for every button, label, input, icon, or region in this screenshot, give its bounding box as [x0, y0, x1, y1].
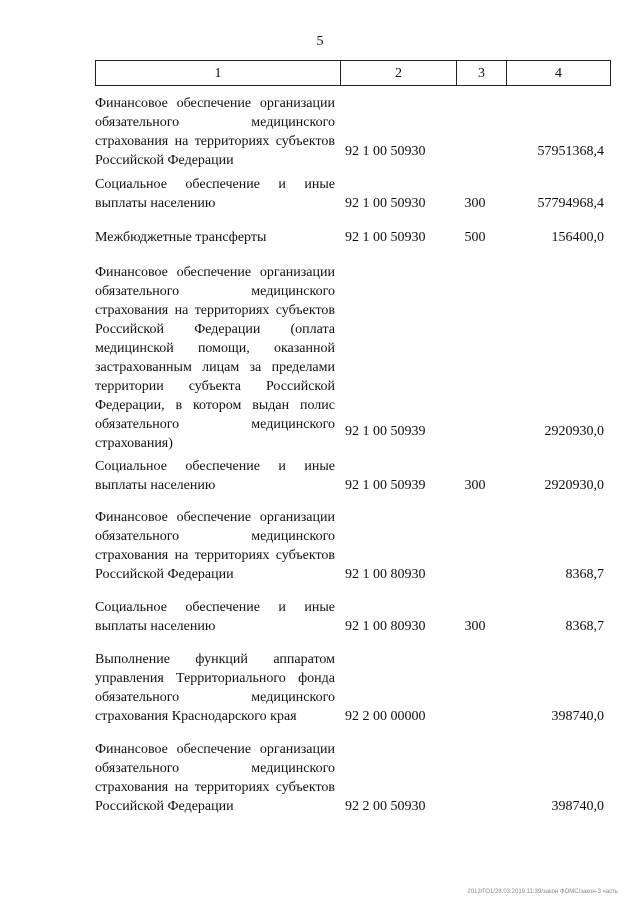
- row-name: Социальное обеспечение и иные выплаты населению: [95, 600, 335, 634]
- row-code: 92 1 00 50930: [345, 196, 426, 211]
- row-code: 92 1 00 50939: [345, 478, 426, 493]
- row-code: 92 1 00 50930: [345, 230, 426, 245]
- row-vr: 300: [464, 478, 486, 493]
- row-code: 92 1 00 80930: [345, 567, 426, 582]
- header-col-2: 2: [340, 60, 456, 86]
- row-name: Межбюджетные трансферты: [95, 230, 267, 245]
- row-code: 92 1 00 50939: [345, 424, 426, 439]
- row-code: 92 1 00 50930: [345, 144, 426, 159]
- row-code: 92 2 00 00000: [345, 709, 426, 724]
- row-name: Финансовое обеспечение организации обязательного медицинского страхования на территориях субъектов Российской Федерации: [95, 742, 335, 814]
- row-code: 92 2 00 50930: [345, 799, 426, 814]
- row-amount: 2920930,0: [544, 424, 604, 439]
- row-name: Социальное обеспечение и иные выплаты населению: [95, 177, 335, 211]
- row-amount: 398740,0: [551, 799, 604, 814]
- row-amount: 398740,0: [551, 709, 604, 724]
- row-vr: 300: [464, 619, 486, 634]
- row-code: 92 1 00 80930: [345, 619, 426, 634]
- row-amount: 57794968,4: [537, 196, 604, 211]
- row-amount: 57951368,4: [537, 144, 604, 159]
- row-name: Финансовое обеспечение организации обязательного медицинского страхования на территориях субъектов Российской Федерации (оплата медицинской помощи, оказанной застрахованным лицам за пределами территории субъекта Российской Федерации, в котором выдан полис обязательного медицинского страхования): [95, 265, 335, 451]
- row-vr: 300: [464, 196, 486, 211]
- row-amount: 8368,7: [565, 567, 604, 582]
- row-name: Финансовое обеспечение организации обязательного медицинского страхования на территориях субъектов Российской Федерации: [95, 510, 335, 582]
- row-amount: 8368,7: [565, 619, 604, 634]
- row-name: Выполнение функций аппаратом управления Территориального фонда обязательного медицинского страхования Краснодарского края: [95, 652, 335, 724]
- header-col-3: 3: [456, 60, 506, 86]
- row-amount: 2920930,0: [544, 478, 604, 493]
- row-vr: 500: [464, 230, 486, 245]
- row-name: Социальное обеспечение и иные выплаты населению: [95, 459, 335, 493]
- row-name: Финансовое обеспечение организации обязательного медицинского страхования на территориях субъектов Российской Федерации: [95, 96, 335, 168]
- footer-stamp: 2013/ГО1/28.03.2019 11:39/закон ФОМС/закон-3 часть: [467, 889, 618, 895]
- header-col-4: 4: [506, 60, 611, 86]
- page-number: 5: [316, 34, 324, 49]
- row-amount: 156400,0: [551, 230, 604, 245]
- header-col-1: 1: [95, 60, 340, 86]
